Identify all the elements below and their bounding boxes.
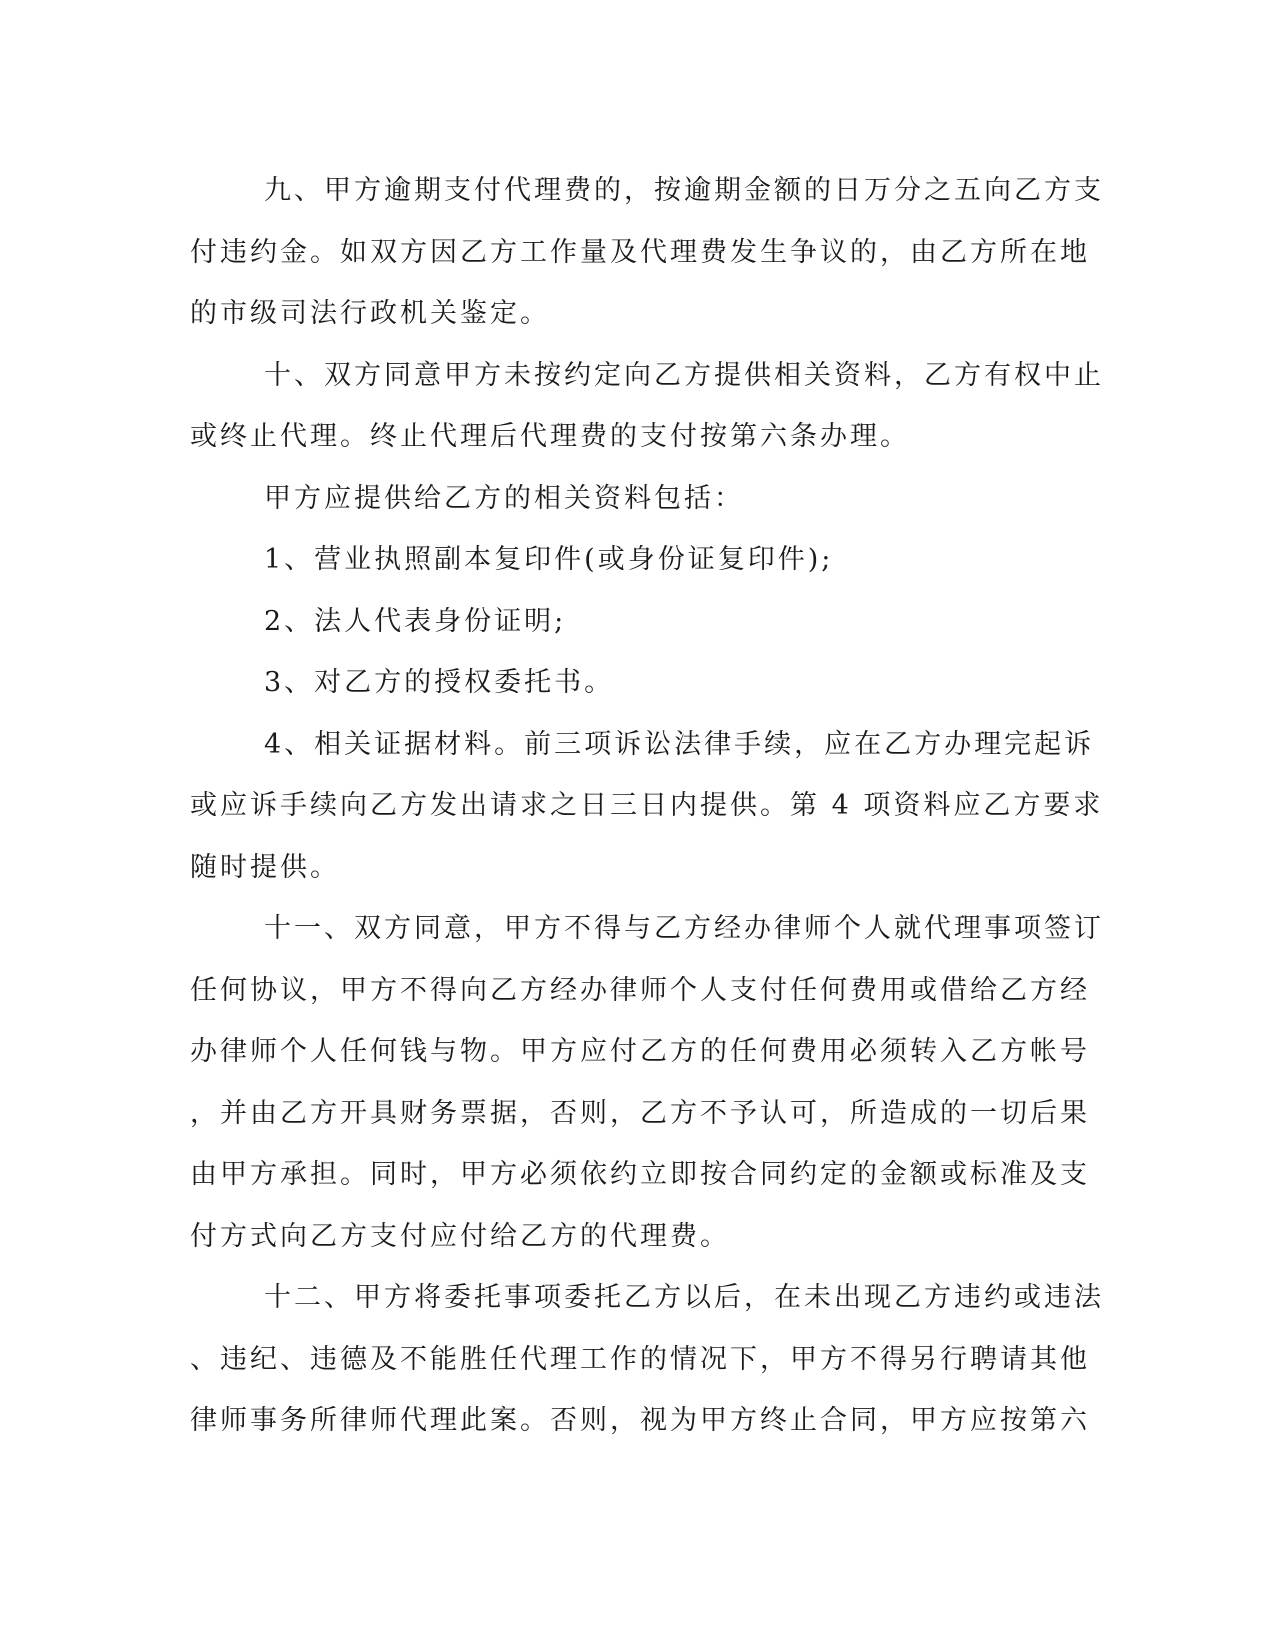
paragraph-clause-11 (190, 898, 1104, 1267)
list-item-1 (190, 529, 1080, 591)
text-line: ，并由乙方开具财务票据，否则，乙方不予认可，所造成的一切后果 (190, 1097, 1090, 1129)
text-line: 甲方应提供给乙方的相关资料包括： (264, 482, 744, 514)
text-line: 或终止代理。终止代理后代理费的支付按第六条办理。 (190, 421, 910, 452)
paragraph-materials-intro (190, 468, 1080, 530)
text-line: 付违约金。如双方因乙方工作量及代理费发生争议的，由乙方所在地 (190, 236, 1090, 268)
text-line: 、违纪、违德及不能胜任代理工作的情况下，甲方不得另行聘请其他 (190, 1343, 1090, 1375)
text-line: 由甲方承担。同时，甲方必须依约立即按合同约定的金额或标准及支 (190, 1159, 1090, 1190)
text-line: 的市级司法行政机关鉴定。 (190, 298, 550, 329)
paragraph-clause-12 (190, 1267, 1104, 1452)
text-line: 律师事务所律师代理此案。否则，视为甲方终止合同，甲方应按第六 (190, 1405, 1090, 1436)
paragraph-clause-9 (190, 160, 1104, 345)
text-line: 付方式向乙方支付应付给乙方的代理费。 (190, 1220, 730, 1252)
text-line: 办律师个人任何钱与物。甲方应付乙方的任何费用必须转入乙方帐号 (190, 1036, 1090, 1067)
text-line: 十、双方同意甲方未按约定向乙方提供相关资料，乙方有权中止 (264, 359, 1104, 391)
text-line: 2、法人代表身份证明; (264, 605, 567, 637)
text-line: 九、甲方逾期支付代理费的，按逾期金额的日万分之五向乙方支 (264, 175, 1104, 206)
list-item-3 (190, 652, 1080, 714)
text-line: 4、相关证据材料。前三项诉讼法律手续，应在乙方办理完起诉 (264, 728, 1095, 760)
text-line: 十一、双方同意，甲方不得与乙方经办律师个人就代理事项签订 (264, 913, 1104, 944)
list-item-4 (190, 714, 1104, 899)
text-line: 任何协议，甲方不得向乙方经办律师个人支付任何费用或借给乙方经 (190, 974, 1090, 1006)
text-line: 或应诉手续向乙方发出请求之日三日内提供。第 4 项资料应乙方要求 (190, 790, 1104, 821)
text-line: 十二、甲方将委托事项委托乙方以后，在未出现乙方违约或违法 (264, 1282, 1104, 1313)
text-line: 随时提供。 (190, 851, 340, 883)
text-line: 1、营业执照副本复印件(或身份证复印件); (264, 544, 834, 575)
text-line: 3、对乙方的授权委托书。 (264, 667, 615, 698)
document-body (190, 160, 1104, 1452)
paragraph-clause-10 (190, 345, 1104, 468)
list-item-2 (190, 591, 1080, 653)
